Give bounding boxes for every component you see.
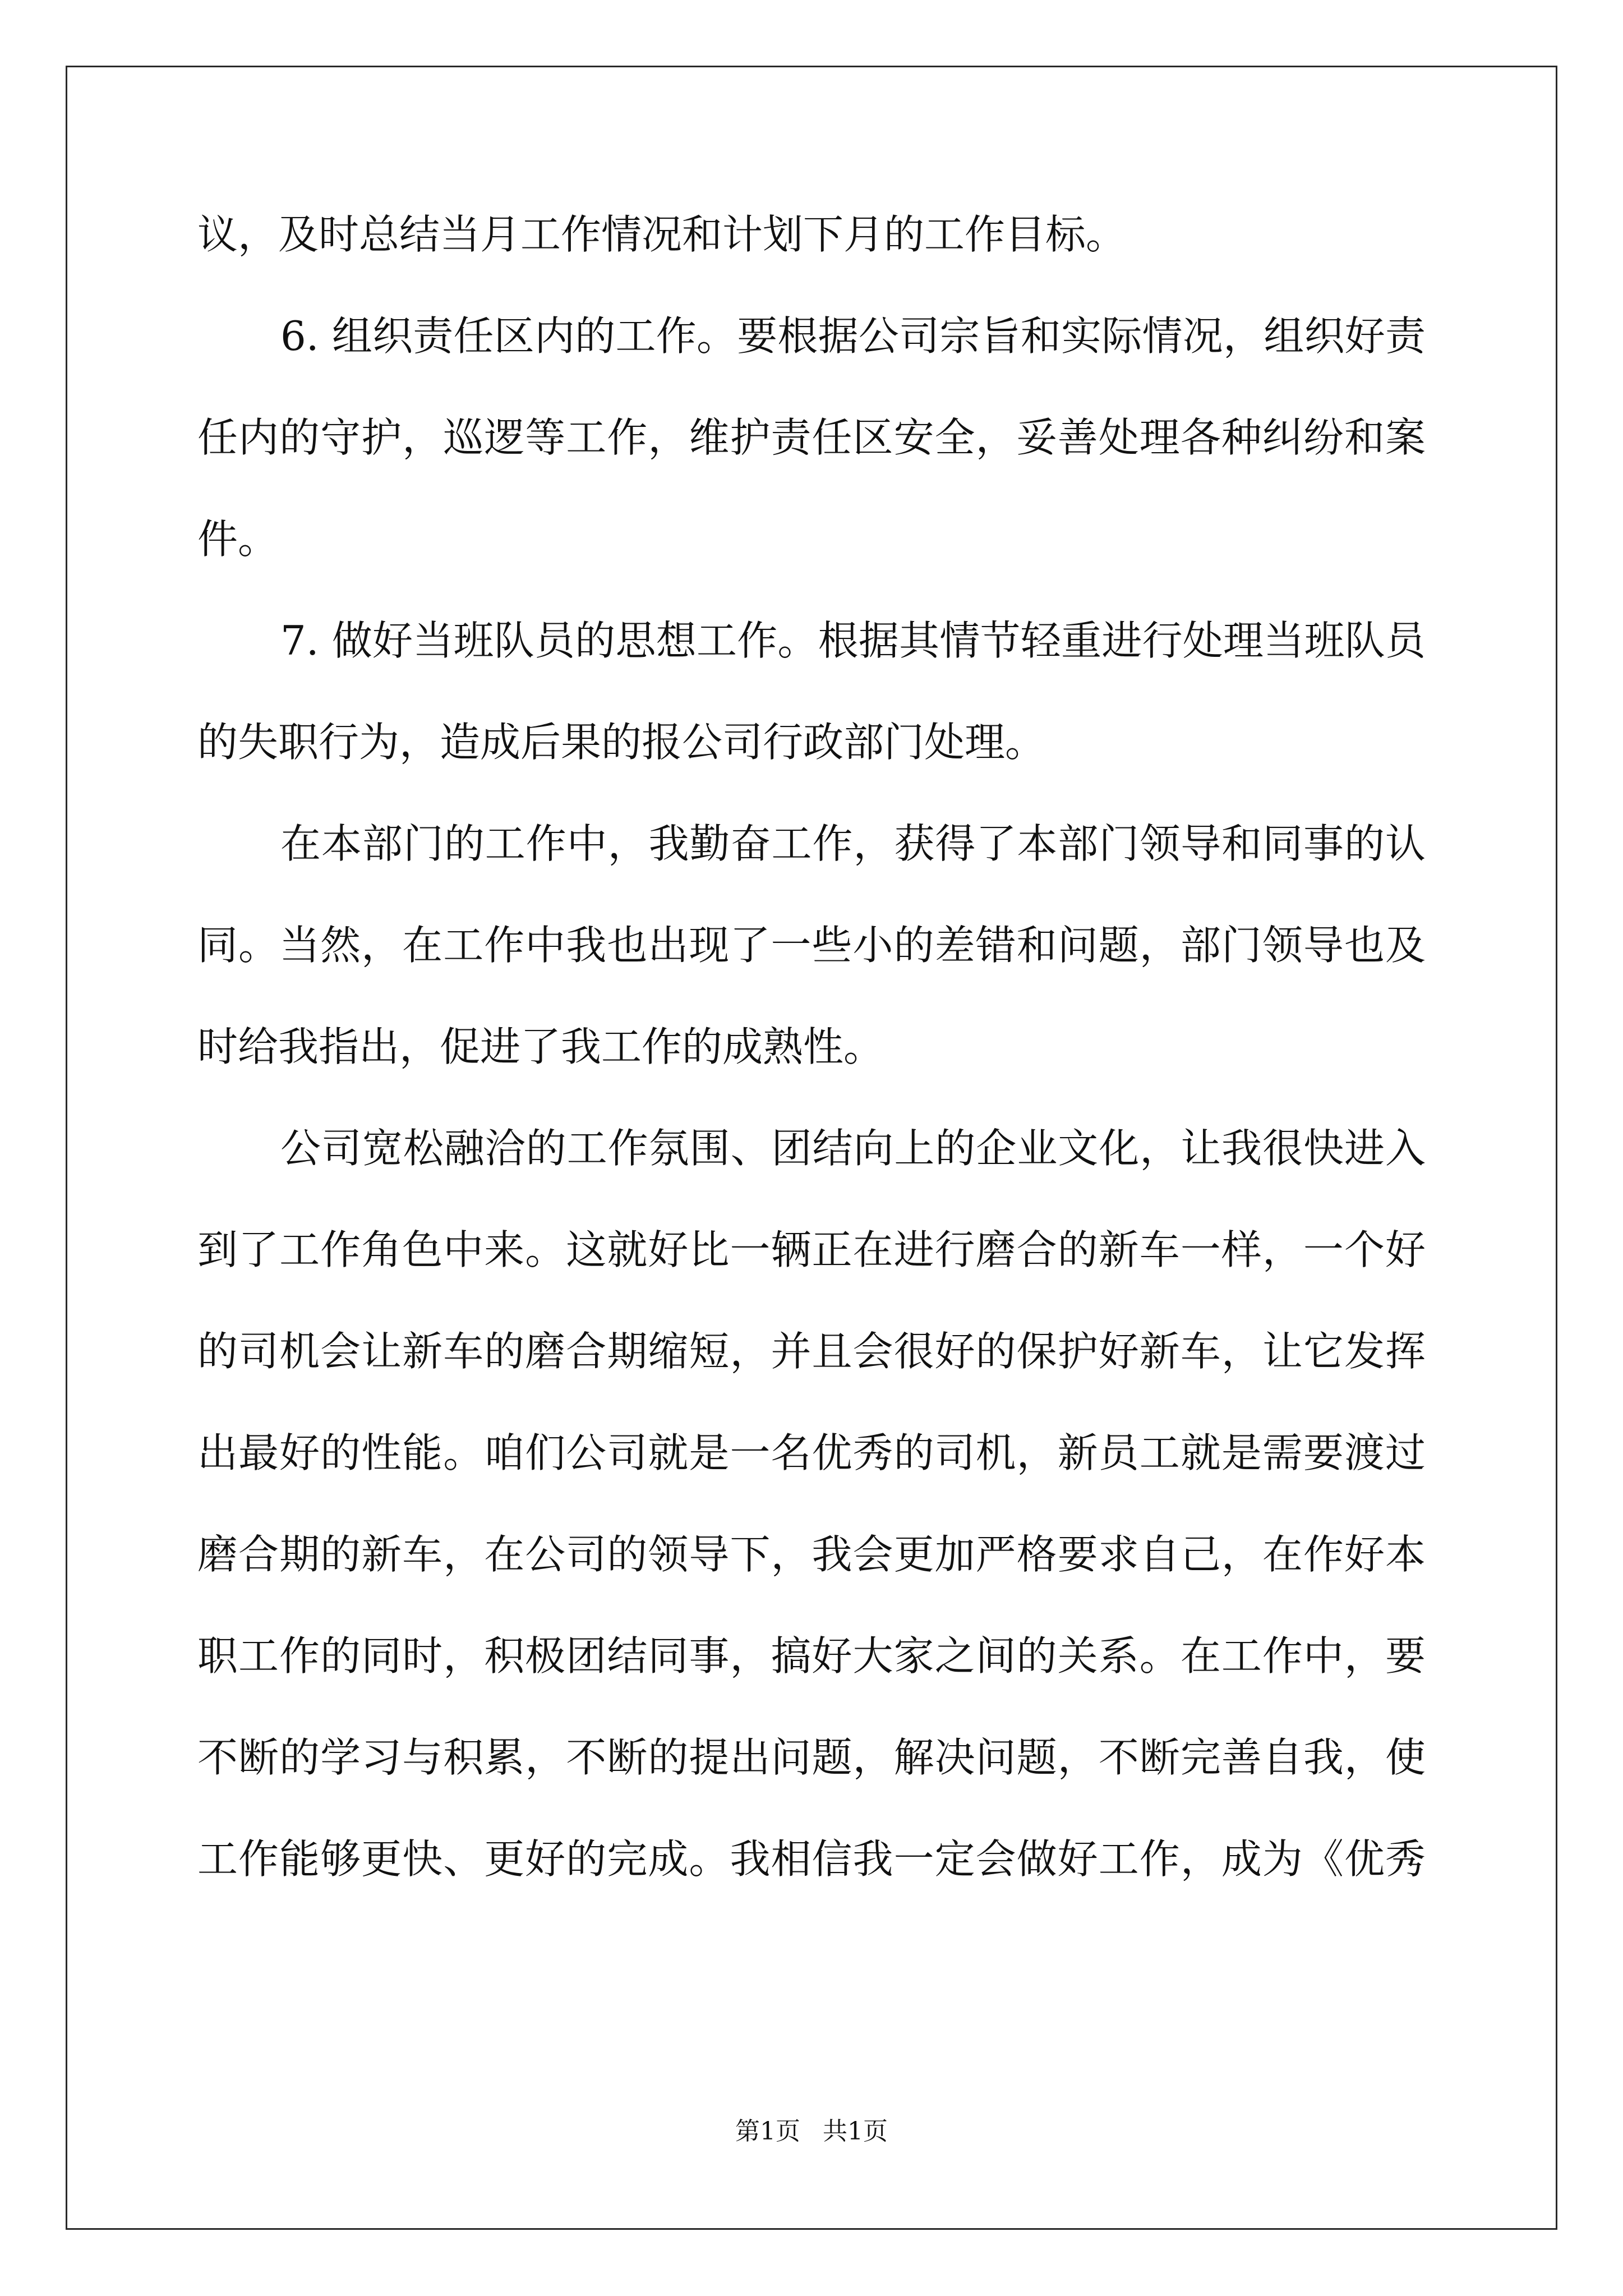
text-line: 不断的学习与积累，不断的提出问题，解决问题，不断完善自我，使 — [197, 1734, 1426, 1781]
page-number: 第1页 — [735, 2117, 800, 2146]
text-line: 时给我指出，促进了我工作的成熟性。 — [197, 1023, 884, 1070]
text-line: 公司宽松融洽的工作氛围、团结向上的企业文化，让我很快进入 — [280, 1125, 1426, 1172]
text-line: 在本部门的工作中，我勤奋工作，获得了本部门领导和同事的认 — [280, 820, 1426, 867]
page-total: 共1页 — [823, 2117, 888, 2146]
text-line: 7. 做好当班队员的思想工作。根据其情节轻重进行处理当班队员 — [280, 617, 1426, 664]
text-line: 同。当然，在工作中我也出现了一些小的差错和问题，部门领导也及 — [197, 922, 1426, 969]
text-line: 件。 — [197, 516, 279, 563]
text-line: 职工作的同时，积极团结同事，搞好大家之间的关系。在工作中，要 — [197, 1632, 1426, 1680]
text-line: 任内的守护，巡逻等工作，维护责任区安全，妥善处理各种纠纷和案 — [197, 414, 1426, 461]
text-line: 议，及时总结当月工作情况和计划下月的工作目标。 — [197, 211, 1127, 258]
text-line: 出最好的性能。咱们公司就是一名优秀的司机，新员工就是需要渡过 — [197, 1429, 1426, 1476]
text-line: 到了工作角色中来。这就好比一辆正在进行磨合的新车一样，一个好 — [197, 1226, 1426, 1273]
text-line: 磨合期的新车，在公司的领导下，我会更加严格要求自己，在作好本 — [197, 1531, 1426, 1578]
text-line: 的司机会让新车的磨合期缩短，并且会很好的保护好新车，让它发挥 — [197, 1328, 1426, 1375]
text-line: 6. 组织责任区内的工作。要根据公司宗旨和实际情况，组织好责 — [280, 312, 1426, 360]
text-line: 的失职行为，造成后果的报公司行政部门处理。 — [197, 719, 1046, 766]
text-line: 工作能够更快、更好的完成。我相信我一定会做好工作，成为《优秀 — [197, 1835, 1426, 1883]
page-footer — [0, 2115, 1623, 2148]
